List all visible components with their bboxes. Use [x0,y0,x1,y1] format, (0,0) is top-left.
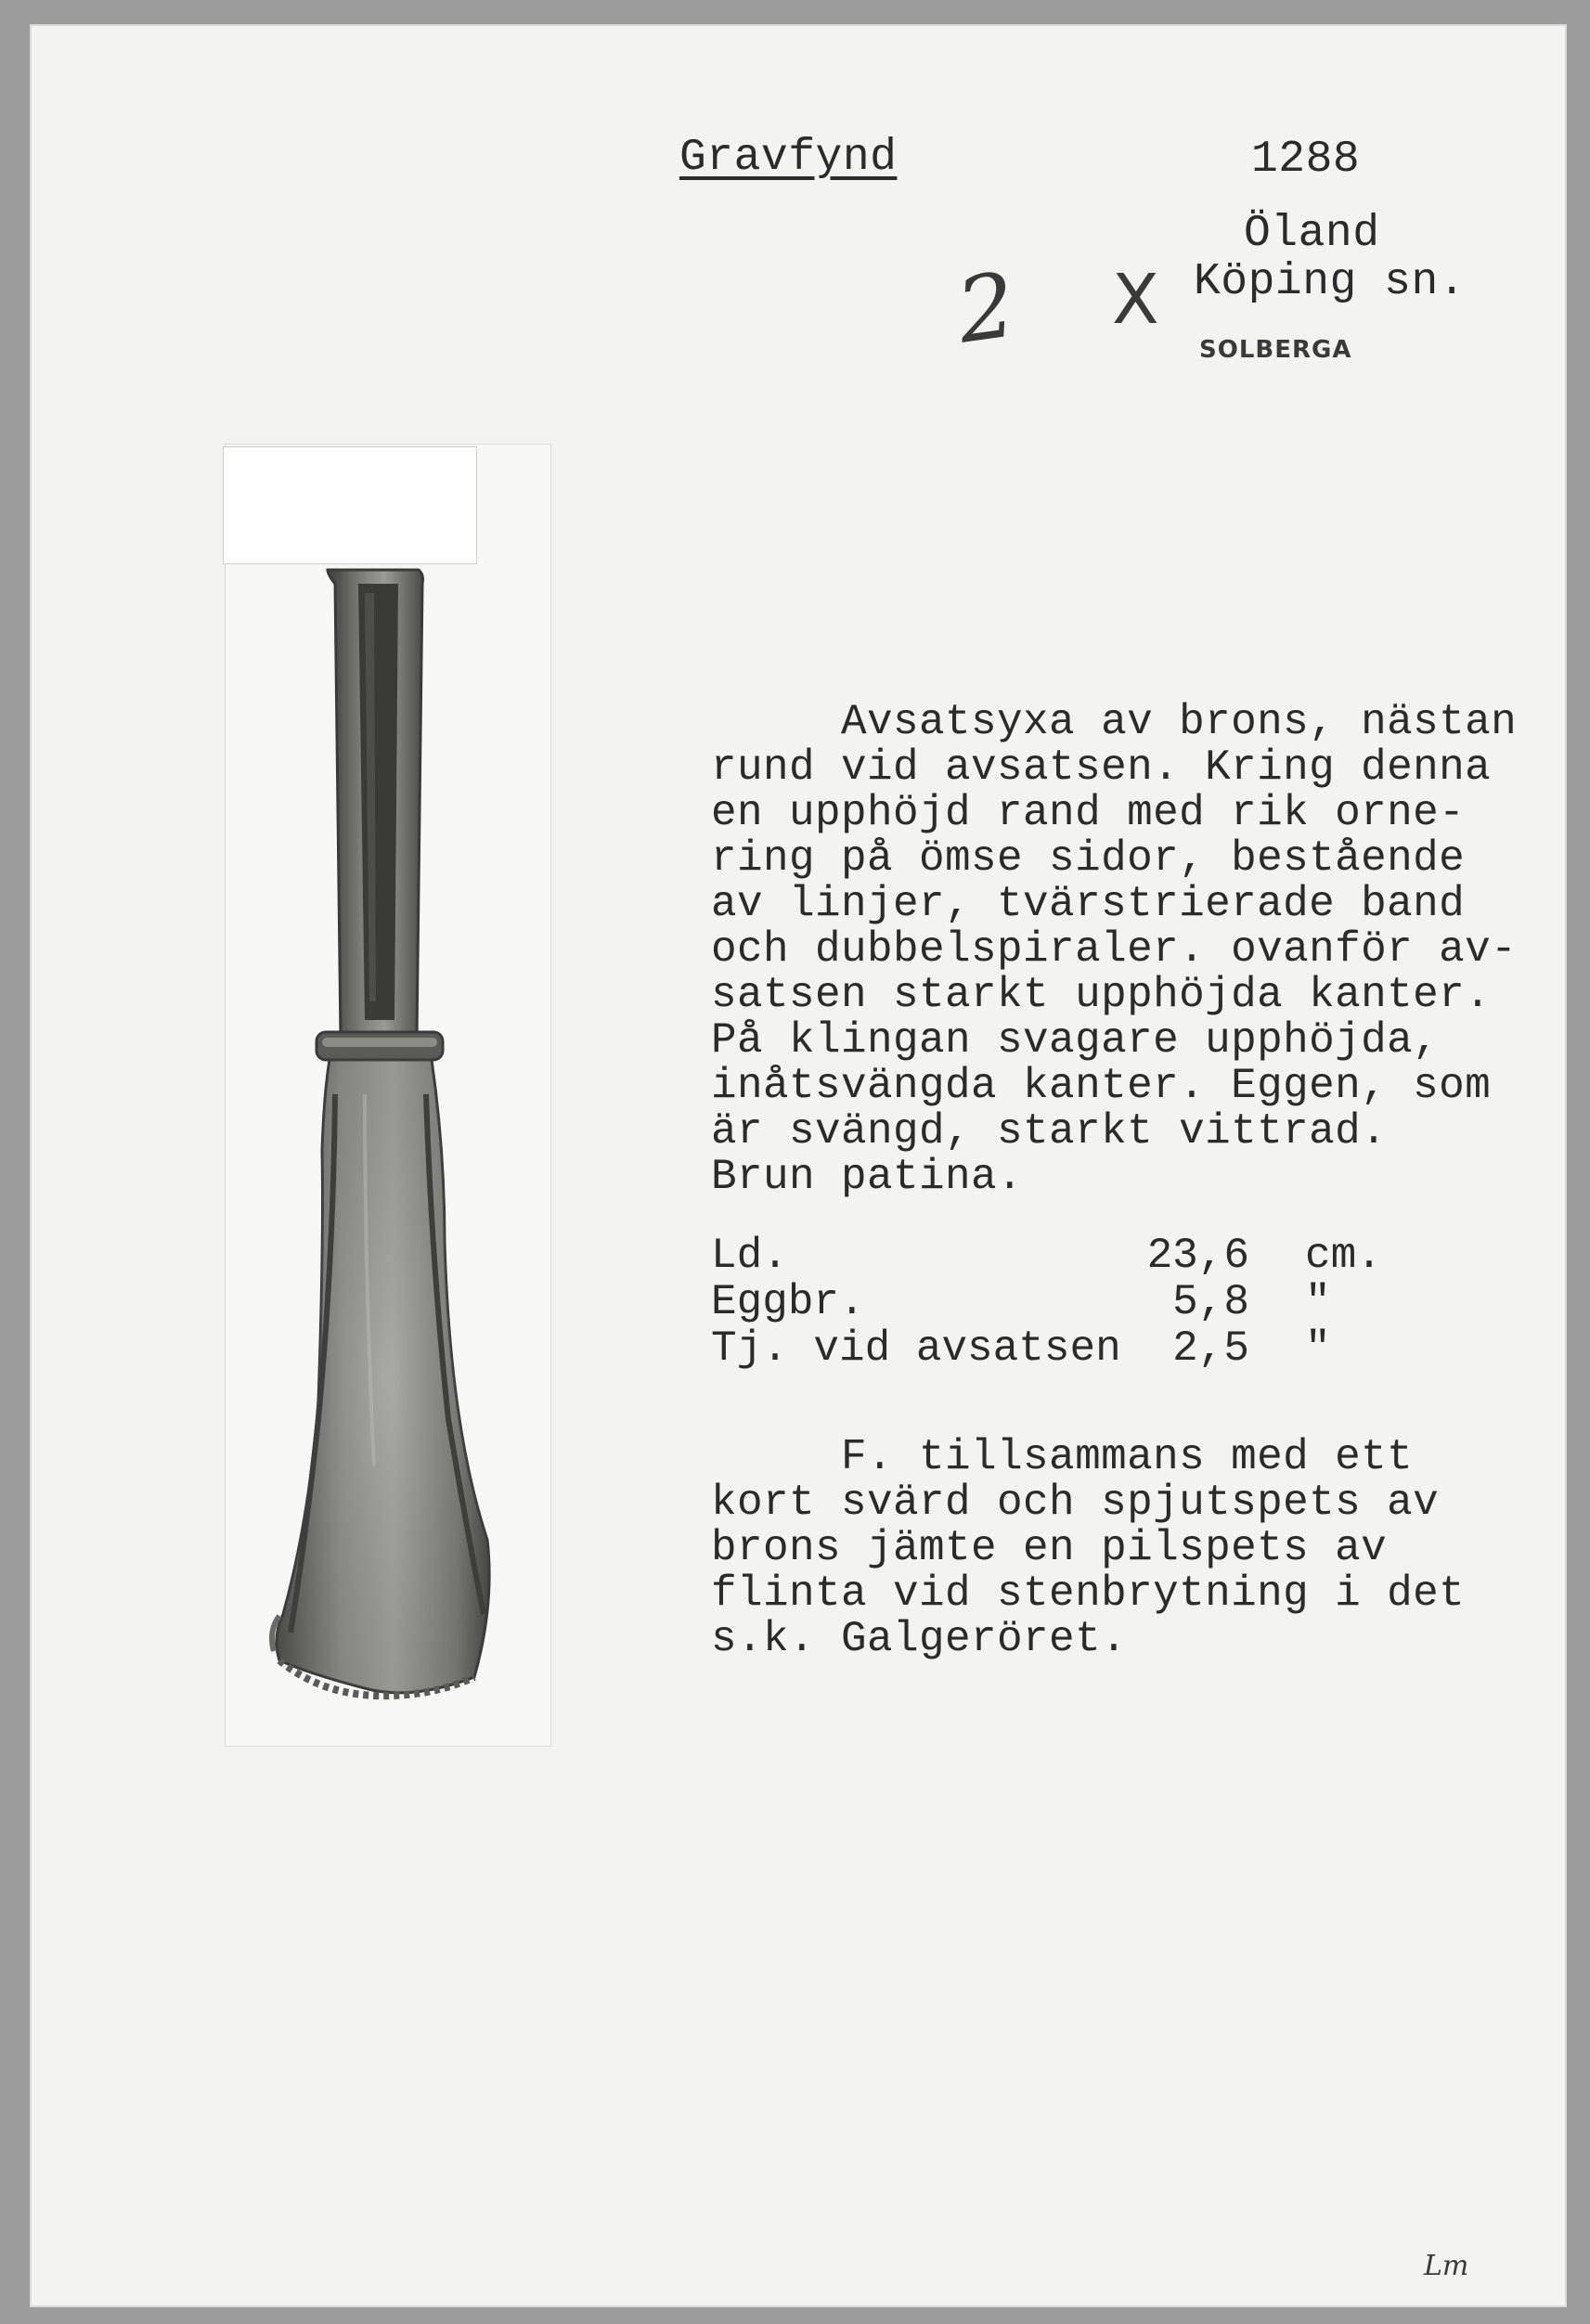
card-heading: Gravfynd [679,133,898,183]
find-note-line: brons jämte en pilspets av [711,1524,1388,1572]
measurement-row [711,1233,1416,1279]
measurement-row [711,1279,1416,1325]
signature: Lm [1424,2250,1469,2282]
description-line: och dubbelspiraler. ovanför av- [711,925,1518,974]
catalog-number: 1288 [1251,135,1361,185]
measurement-label: Eggbr. [711,1278,865,1326]
measurement-row [711,1325,1416,1372]
measurements-table [711,1233,1416,1372]
measurement-unit: " [1305,1324,1331,1373]
measurement-label: Tj. vid avsatsen [711,1324,1121,1373]
measurement-label: Ld. [711,1232,788,1280]
photo-mount-label [223,446,477,564]
flanged-axe-image [226,445,550,1746]
catalog-card [30,24,1567,2307]
handwritten-cross: X [1112,260,1159,340]
artifact-photo [225,444,551,1747]
measurement-unit: cm. [1305,1232,1382,1280]
find-note-line: flinta vid stenbrytning i det [711,1569,1466,1618]
description-line: Avsatsyxa av brons, nästan [711,698,1518,746]
find-note-line: F. tillsammans med ett [711,1433,1414,1481]
description-line: På klingan svagare upphöjda, [711,1016,1440,1065]
find-note-line: s.k. Galgeröret. [711,1615,1128,1663]
measurement-unit: " [1305,1278,1331,1326]
find-note [711,1435,1465,1662]
description-text [711,700,1517,1200]
handwritten-mark: 2 [950,252,1022,364]
description-line: ring på ömse sidor, bestående [711,834,1466,883]
description-line: inåtsvängda kanter. Eggen, som [711,1062,1492,1110]
measurement-value: 23,6 [1146,1232,1249,1280]
description-line: är svängd, starkt vittrad. [711,1107,1388,1156]
measurement-value: 2,5 [1172,1324,1249,1373]
parish: Köping sn. [1194,257,1467,307]
description-line: av linjer, tvärstrierade band [711,880,1466,928]
description-line: satsen starkt upphöjda kanter. [711,971,1492,1019]
farm-name: SOLBERGA [1199,336,1352,364]
measurement-value: 5,8 [1172,1278,1249,1326]
description-line: Brun patina. [711,1153,1024,1201]
description-line: en upphöjd rand med rik orne- [711,789,1466,837]
find-note-line: kort svärd och spjutspets av [711,1478,1440,1527]
province: Öland [1244,209,1380,259]
description-line: rund vid avsatsen. Kring denna [711,743,1492,792]
